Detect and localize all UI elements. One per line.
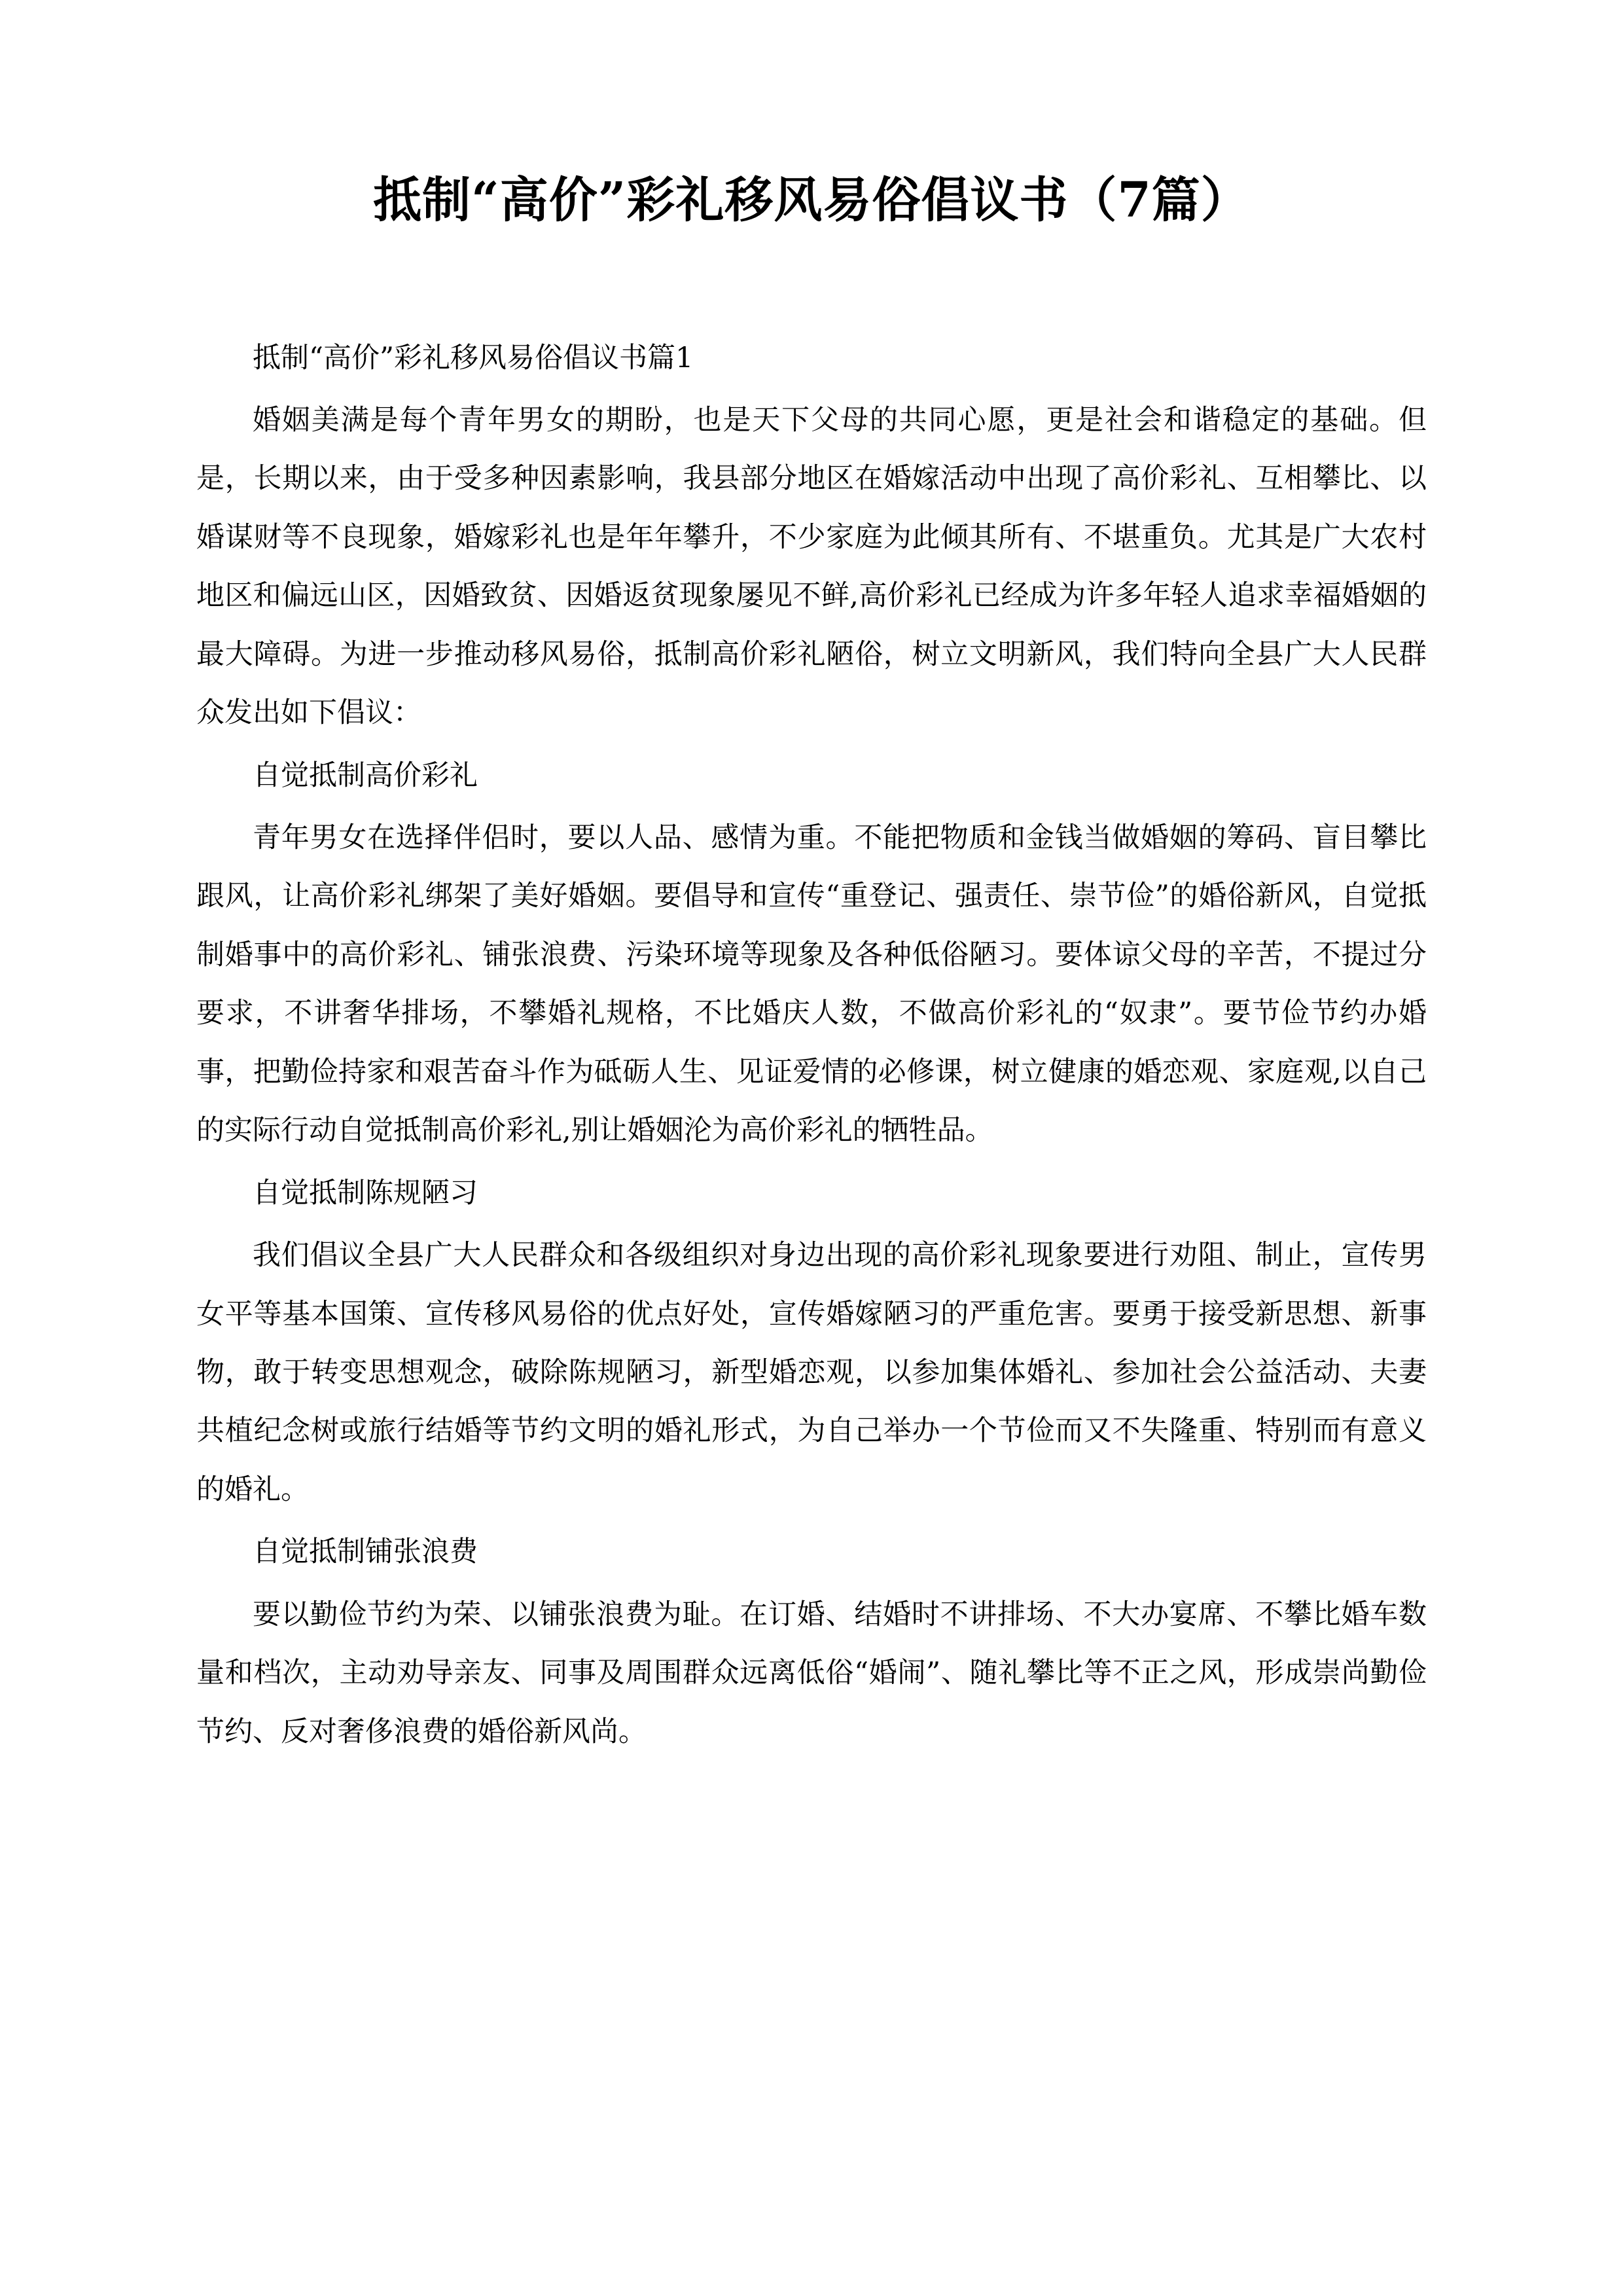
subsection-text-1: 青年男女在选择伴侣时，要以人品、感情为重。不能把物质和金钱当做婚姻的筹码、盲目攀比跟风，让高价彩礼绑架了美好婚姻。要倡导和宣传“重登记、强责任、崇节俭”的婚俗新风，自觉抵制婚事中的高价彩礼、铺张浪费、污染环境等现象及各种低俗陋习。要体谅父母的辛苦，不提过分要求，不讲奢华排场，不攀婚礼规格，不比婚庆人数，不做高价彩礼的“奴隶”。要节俭节约办婚事，把勤俭持家和艰苦奋斗作为砥砺人生、见证爱情的必修课，树立健康的婚恋观、家庭观,以自己的实际行动自觉抵制高价彩礼,别让婚姻沦为高价彩礼的牺牲品。 [196, 821, 1427, 1147]
subsection-text-3: 要以勤俭节约为荣、以铺张浪费为耻。在订婚、结婚时不讲排场、不大办宴席、不攀比婚车数量和档次，主动劝导亲友、同事及周围群众远离低俗“婚闹”、随礼攀比等不正之风，形成崇尚勤俭节约、反对奢侈浪费的婚俗新风尚。 [196, 1598, 1427, 1748]
subsection-heading-2: 自觉抵制陈规陋习 [253, 1176, 478, 1210]
paragraph-intro: 婚姻美满是每个青年男女的期盼，也是天下父母的共同心愿，更是社会和谐稳定的基础。但是，长期以来，由于受多种因素影响，我县部分地区在婚嫁活动中出现了高价彩礼、互相攀比、以婚谋财等不良现象，婚嫁彩礼也是年年攀升，不少家庭为此倾其所有、不堪重负。尤其是广大农村地区和偏远山区，因婚致贫、因婚返贫现象屡见不鲜,高价彩礼已经成为许多年轻人追求幸福婚姻的最大障碍。为进一步推动移风易俗，抵制高价彩礼陋俗，树立文明新风，我们特向全县广大人民群众发出如下倡议： [196, 403, 1427, 730]
section-label: 抵制“高价”彩礼移风易俗倡议书篇1 [253, 341, 694, 374]
subsection-text-2: 我们倡议全县广大人民群众和各级组织对身边出现的高价彩礼现象要进行劝阻、制止，宣传男女平等基本国策、宣传移风易俗的优点好处，宣传婚嫁陋习的严重危害。要勇于接受新思想、新事物，敢于转变思想观念，破除陈规陋习，新型婚恋观，以参加集体婚礼、参加社会公益活动、夫妻共植纪念树或旅行结婚等节约文明的婚礼形式，为自己举办一个节俭而又不失隆重、特别而有意义的婚礼。 [196, 1239, 1427, 1506]
subsection-heading-3: 自觉抵制铺张浪费 [253, 1535, 478, 1569]
document-body [196, 329, 1427, 1762]
subsection-heading-1: 自觉抵制高价彩礼 [253, 759, 478, 792]
page-title: 抵制“高价”彩礼移风易俗倡议书（7篇） [373, 172, 1250, 228]
